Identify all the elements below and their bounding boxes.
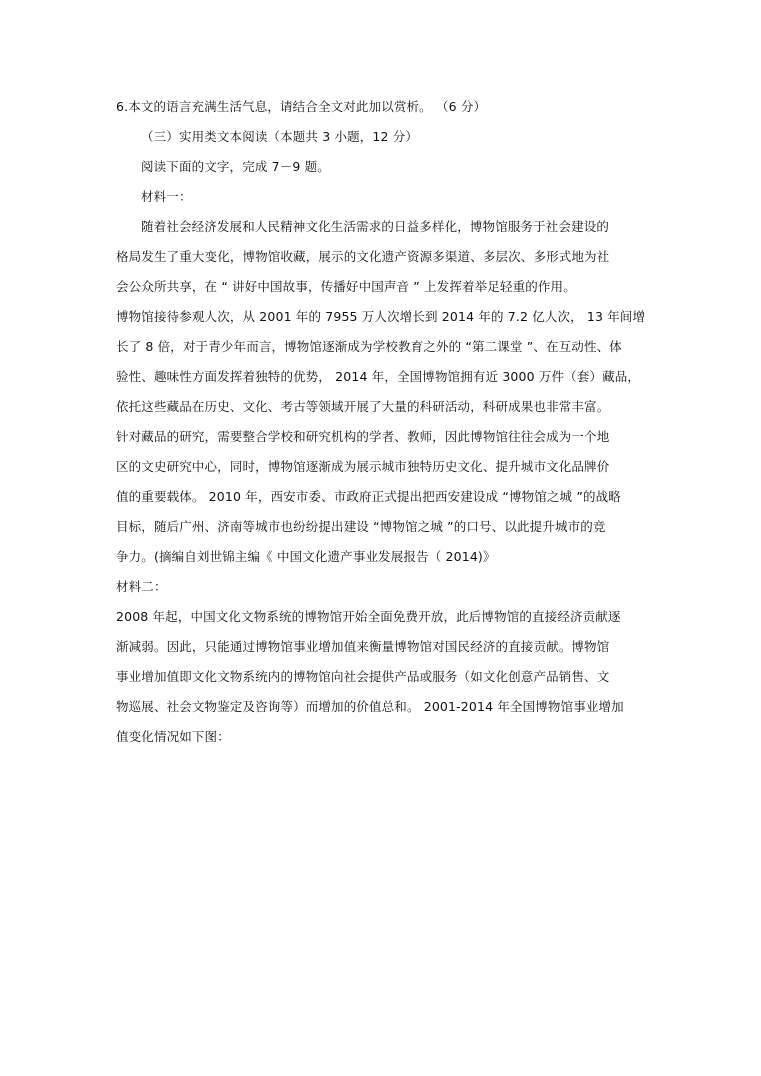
paragraph-line: 验性、趣味性方面发挥着独特的优势， 2014 年，全国博物馆拥有近 3000 万件（套）藏品， xyxy=(116,369,641,384)
paragraph-line: 会公众所共享，在 “ 讲好中国故事，传播好中国声音 ” 上发挥着举足轻重的作用。 xyxy=(116,279,576,294)
paragraph-line: 区的文史研究中心，同时，博物馆逐渐成为展示城市独特历史文化、提升城市文化品牌价 xyxy=(116,459,610,474)
question-6: 6.本文的语言充满生活气息，请结合全文对此加以赏析。 （6 分） xyxy=(116,99,487,114)
section-heading-3: （三）实用类文本阅读（本题共 3 小题，12 分） xyxy=(141,129,419,144)
paragraph-line: 目标，随后广州、济南等城市也纷纷提出建设 “博物馆之城 ”的口号、以此提升城市的竞 xyxy=(116,519,606,534)
material-one-heading: 材料一： xyxy=(141,189,192,204)
paragraph-line: 事业增加值即文化文物系统内的博物馆向社会提供产品或服务（如文化创意产品销售、文 xyxy=(116,669,610,684)
paragraph-line: 长了 8 倍，对于青少年而言，博物馆逐渐成为学校教育之外的 “第二课堂 ”、在互动性、体 xyxy=(116,339,622,354)
source-citation: 争力。(摘编自刘世锦主编《 中国文化遗产事业发展报告（ 2014)》 xyxy=(116,549,496,564)
material-two-heading: 材料二： xyxy=(116,579,167,594)
paragraph-line: 格局发生了重大变化，博物馆收藏，展示的文化遗产资源多渠道、多层次、多形式地为社 xyxy=(116,249,610,264)
paragraph-line: 2008 年起，中国文化文物系统的博物馆开始全面免费开放，此后博物馆的直接经济贡献逐 xyxy=(116,609,621,624)
paragraph-line: 物巡展、社会文物鉴定及咨询等）而增加的价值总和。 2001-2014 年全国博物馆事业增加 xyxy=(116,699,624,714)
paragraph-line: 针对藏品的研究，需要整合学校和研究机构的学者、教师，因此博物馆往往会成为一个地 xyxy=(116,429,610,444)
reading-instruction: 阅读下面的文字，完成 7－9 题。 xyxy=(141,159,330,174)
paragraph-line: 值的重要载体。 2010 年，西安市委、市政府正式提出把西安建设成 “博物馆之城 ”的战略 xyxy=(116,489,621,504)
paragraph-line: 依托这些藏品在历史、文化、考古等领域开展了大量的科研活动，科研成果也非常丰富。 xyxy=(116,399,610,414)
paragraph-line: 博物馆接待参观人次，从 2001 年的 7955 万人次增长到 2014 年的 7.2 亿人次， 13 年间增 xyxy=(116,309,646,324)
paragraph-line: 随着社会经济发展和人民精神文化生活需求的日益多样化，博物馆服务于社会建设的 xyxy=(141,219,610,234)
paragraph-line: 渐减弱。因此，只能通过博物馆事业增加值来衡量博物馆对国民经济的直接贡献。博物馆 xyxy=(116,639,610,654)
paragraph-line: 值变化情况如下图： xyxy=(116,729,230,744)
